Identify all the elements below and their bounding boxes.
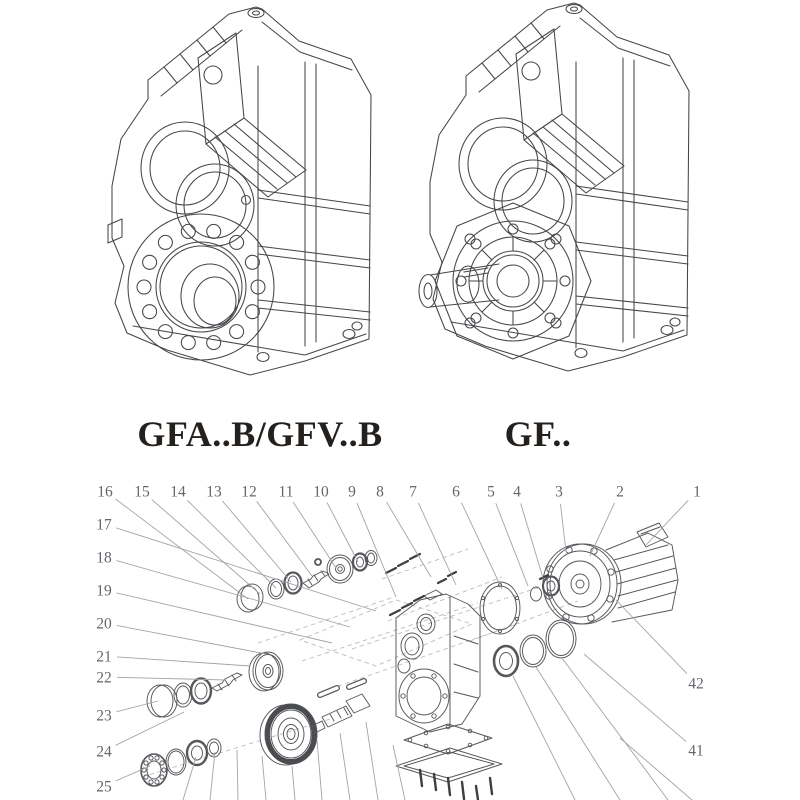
leader-line-41 <box>584 654 686 742</box>
offscreen-leader-line-9 <box>393 745 405 800</box>
leader-line-8 <box>387 502 431 577</box>
callout-number-1: 1 <box>693 483 701 501</box>
leader-line-24 <box>116 712 184 745</box>
leader-line-5 <box>496 503 528 586</box>
offscreen-leader-line-5 <box>292 766 295 800</box>
offscreen-leader-line-11 <box>536 667 620 800</box>
second-stage-assembly <box>147 652 283 717</box>
model-label-gf: GF.. <box>504 414 572 454</box>
offscreen-leader-line-12 <box>562 658 668 800</box>
motor <box>543 523 678 624</box>
callout-number-13: 13 <box>206 483 222 501</box>
offscreen-leader-line-7 <box>340 733 350 800</box>
callout-number-6: 6 <box>452 483 460 501</box>
flange-gasket <box>480 582 520 634</box>
callout-number-21: 21 <box>96 648 112 666</box>
callout-number-19: 19 <box>96 582 112 600</box>
callout-number-3: 3 <box>555 483 563 501</box>
callout-number-10: 10 <box>313 483 329 501</box>
offscreen-leader-line-6 <box>317 740 322 800</box>
callout-number-25: 25 <box>96 778 112 796</box>
leader-line-3 <box>560 504 566 552</box>
offscreen-leader-line-8 <box>366 722 378 800</box>
offscreen-leader-line-0 <box>620 738 692 800</box>
callout-number-11: 11 <box>278 483 294 501</box>
leader-line-20 <box>117 625 266 654</box>
gear-housing <box>396 590 480 732</box>
callout-number-23: 23 <box>96 707 112 725</box>
callout-number-42: 42 <box>688 675 704 693</box>
leader-line-1 <box>646 500 688 545</box>
leader-line-6 <box>462 503 502 589</box>
callout-number-41: 41 <box>688 742 704 760</box>
callout-number-2: 2 <box>616 483 624 501</box>
leader-line-21 <box>117 657 250 666</box>
leader-line-4 <box>521 503 543 578</box>
callout-number-12: 12 <box>241 483 257 501</box>
callout-number-9: 9 <box>348 483 356 501</box>
leader-line-15 <box>152 500 260 594</box>
callout-number-5: 5 <box>487 483 495 501</box>
callout-number-4: 4 <box>513 483 521 501</box>
callout-number-16: 16 <box>97 483 113 501</box>
callout-number-14: 14 <box>170 483 186 501</box>
leader-line-12 <box>257 501 312 576</box>
callout-number-18: 18 <box>96 549 112 567</box>
callout-number-15: 15 <box>134 483 150 501</box>
leader-line-11 <box>293 502 336 568</box>
leader-line-22 <box>117 677 226 680</box>
callout-number-24: 24 <box>96 743 112 761</box>
callout-number-20: 20 <box>96 615 112 633</box>
offscreen-leader-line-4 <box>262 756 266 800</box>
offscreen-leader-line-10 <box>513 676 575 800</box>
callout-number-8: 8 <box>376 483 384 501</box>
callout-number-22: 22 <box>96 669 112 687</box>
callout-number-17: 17 <box>96 516 112 534</box>
leader-line-9 <box>357 503 396 597</box>
leader-line-19 <box>117 593 332 643</box>
offscreen-leader-line-3 <box>237 750 238 800</box>
input-shaft-assembly <box>237 551 377 613</box>
leader-line-7 <box>418 503 456 585</box>
model-label-gfab-gfvb: GFA..B/GFV..B <box>137 414 383 454</box>
callout-number-7: 7 <box>409 483 417 501</box>
offscreen-leader-line-2 <box>210 752 215 800</box>
leader-line-10 <box>327 503 358 562</box>
housing-gasket-and-cover <box>396 724 502 782</box>
